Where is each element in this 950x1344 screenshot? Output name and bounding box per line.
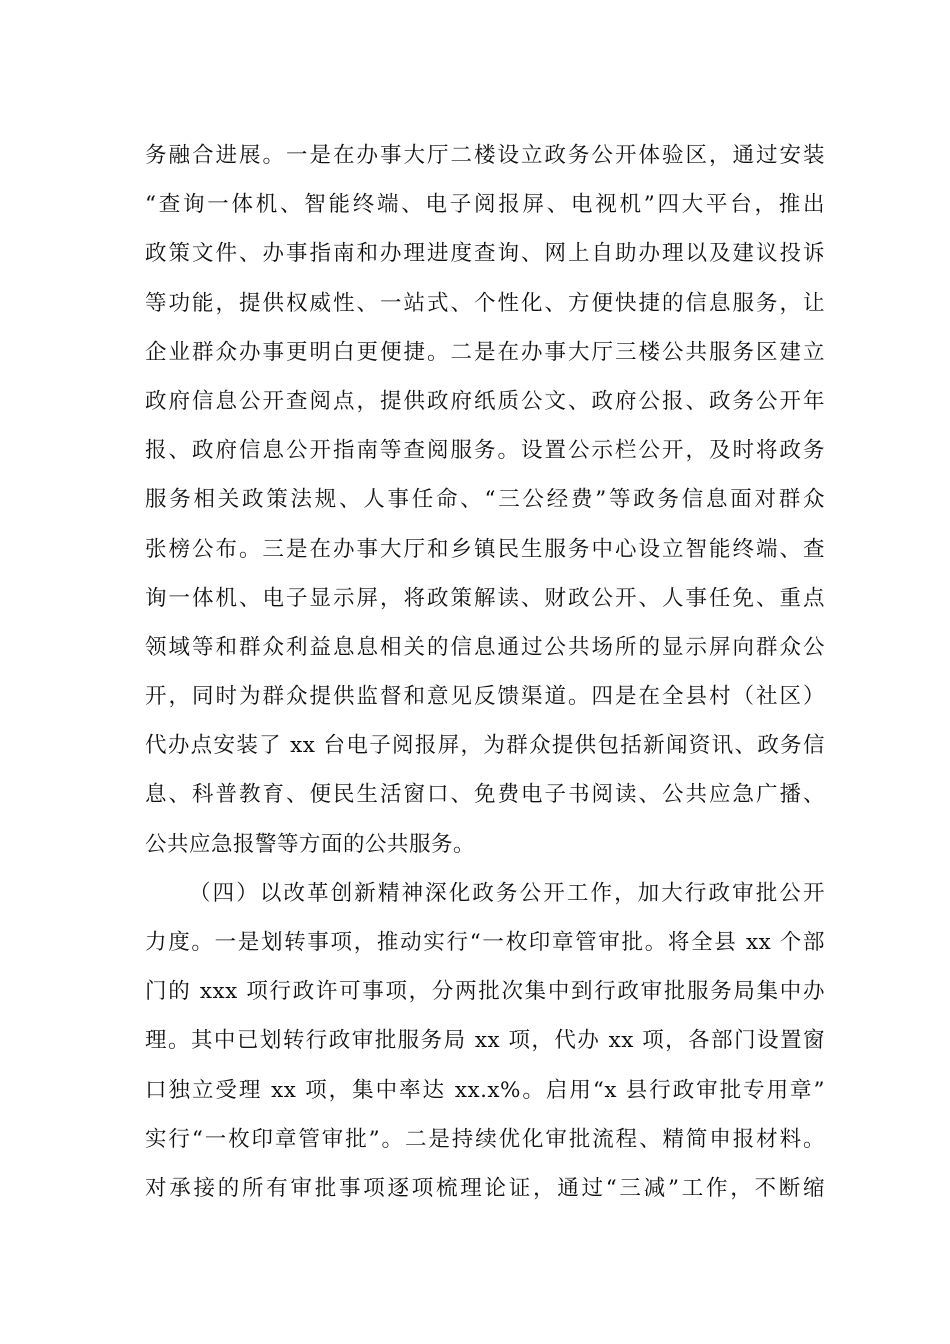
- text-line: “查询一体机、智能终端、电子阅报屏、电视机”四大平台，推出: [145, 192, 825, 218]
- text-line: 务融合进展。一是在办事大厅二楼设立政务公开体验区，通过安装: [145, 143, 825, 168]
- text-line: 领域等和群众利益息息相关的信息通过公共场所的显示屏向群众公: [145, 634, 825, 660]
- text-line: 门的 xxx 项行政许可事项，分两批次集中到行政审批服务局集中办: [145, 979, 825, 1005]
- text-line: 力度。一是划转事项，推动实行“一枚印章管审批。将全县 xx 个部: [145, 930, 825, 955]
- text-line: 代办点安装了 xx 台电子阅报屏，为群众提供包括新闻资讯、政务信: [145, 733, 825, 759]
- text-line: 对承接的所有审批事项逐项梳理论证，通过“三减”工作，不断缩: [145, 1175, 825, 1201]
- body-text: [145, 131, 825, 1213]
- text-line: 服务相关政策法规、人事任命、“三公经费”等政务信息面对群众: [145, 487, 825, 513]
- text-line: 开，同时为群众提供监督和意见反馈渠道。四是在全县村（社区）: [145, 684, 825, 710]
- text-line: 张榜公布。三是在办事大厅和乡镇民生服务中心设立智能终端、查: [145, 536, 825, 562]
- section-heading-line: （四）以改革创新精神深化政务公开工作，加大行政审批公开: [189, 880, 825, 906]
- text-line: 报、政府信息公开指南等查阅服务。设置公示栏公开，及时将政务: [145, 438, 825, 464]
- text-line: 理。其中已划转行政审批服务局 xx 项，代办 xx 项，各部门设置窗: [145, 1028, 825, 1054]
- text-line: 询一体机、电子显示屏，将政策解读、财政公开、人事任免、重点: [145, 585, 825, 611]
- text-line: 政策文件、办事指南和办理进度查询、网上自助办理以及建议投诉: [145, 241, 825, 267]
- text-line: 等功能，提供权威性、一站式、个性化、方便快捷的信息服务，让: [145, 290, 825, 316]
- text-line: 企业群众办事更明白更便捷。二是在办事大厅三楼公共服务区建立: [145, 339, 825, 365]
- text-line: 政府信息公开查阅点，提供政府纸质公文、政府公报、政务公开年: [145, 388, 825, 414]
- text-line: 公共应急报警等方面的公共服务。: [145, 831, 476, 857]
- text-line: 息、科普教育、便民生活窗口、免费电子书阅读、公共应急广播、: [145, 782, 825, 808]
- text-line: 实行“一枚印章管审批”。二是持续优化审批流程、精简申报材料。: [145, 1126, 825, 1152]
- text-line: 口独立受理 xx 项，集中率达 xx.x%。启用“x 县行政审批专用章”: [145, 1077, 825, 1103]
